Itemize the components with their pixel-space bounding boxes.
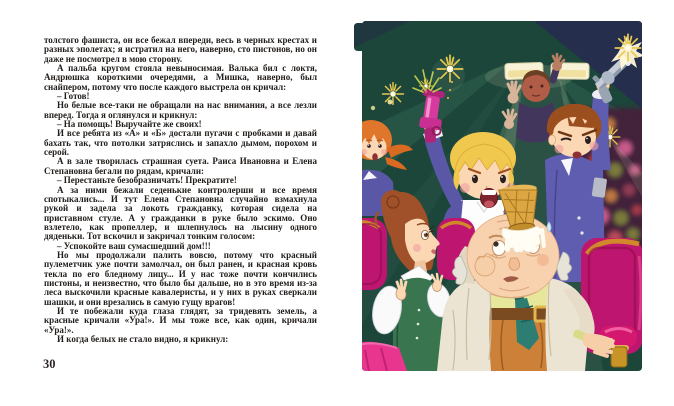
paragraph: – Готов! <box>57 91 90 102</box>
raised-fist <box>475 256 495 276</box>
paragraph: И когда белых не стало видно, я крикнул: <box>57 334 229 344</box>
paragraph: А пальба кругом стояла невыносимая. Валька бил с локтя, Андрюшка короткими очередями, а Мишка, наверно, был снайпером, потому что после каждого выстрела он кричал: <box>44 63 317 92</box>
belt <box>487 308 555 320</box>
paragraph: И те побежали куда глаза глядят, за тридевять земель, а красные кричали «Ура!». И мы тоже все, как один, кричали «Ура!». <box>44 305 317 335</box>
paragraph: – На помощь! Выручайте же своих! <box>57 119 202 130</box>
story-text <box>44 36 317 352</box>
paragraph: толстого фашиста, он все бежал впереди, весь в черных крестах и разных эполетах; я истратил на него, наверно, сто пистонов, но он даже не посмотрел в мою сторону. <box>44 36 317 64</box>
paragraph: А за ними бежали седенькие контролерши и все время спотыкались... И тут Елена Степановна случайно взмахнула рукой и задела за локоть гражданку, которая сидела на приставном стуле. А у гражданки в руке было эскимо. Оно взлетело, как пропеллер, и шлепнулось на лысину одного дяденьки. Тот вскочил и закричал тонким голосом: <box>44 184 317 242</box>
page-number: 30 <box>43 357 56 371</box>
paragraph: – Перестаньте безобразничать! Прекратите! <box>57 175 237 186</box>
paragraph: Но мы продолжали палить вовсю, потому что красный пулеметчик уже почти замолчал, он был ранен, и красная кровь текла по его бледному лицу... И у нас тоже почти кончились пистоны, и неизвестно, что было бы дальше, но в это время из-за леса выскочили красные кавалеристы, и у них в руках сверкали шашки, и они врезались в самую гущу врагов! <box>44 249 317 307</box>
paragraph: Но белые все-таки не обращали на нас внимания, а все лезли вперед. Тогда я оглянулся и крикнул: <box>44 100 317 120</box>
paragraph: – Успокойте ваш сумасшедший дом!!! <box>57 240 211 251</box>
paragraph: И все ребята из «А» и «Б» достали пугачи с пробками и давай бахать так, что потолки затряслись и запахло дымом, порохом и серой. <box>44 128 317 158</box>
paragraph: А в зале творилась страшная суета. Раиса Ивановна и Елена Степановна бегали по рядам, кричали: <box>44 156 317 176</box>
illustration-svg <box>353 20 646 371</box>
story-illustration <box>353 20 646 371</box>
